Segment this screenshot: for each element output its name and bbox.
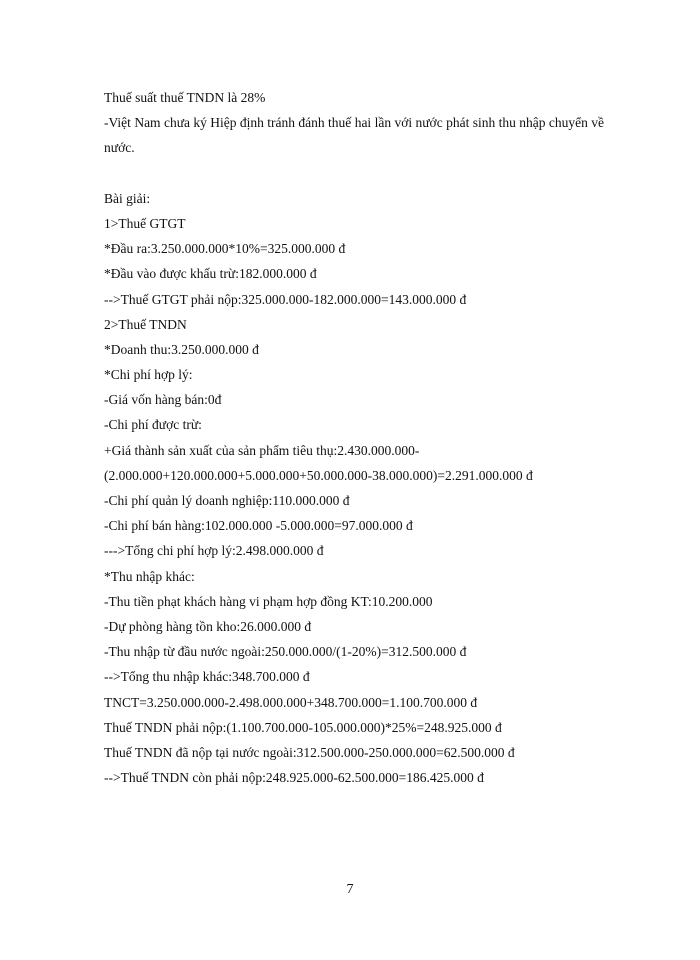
foreign-income-line: -Thu nhập từ đầu nước ngoài:250.000.000/(1-20%)=312.500.000 đ xyxy=(104,644,467,660)
solution-heading: Bài giải: xyxy=(104,190,151,206)
vat-payable-line: -->Thuế GTGT phải nộp:325.000.000-182.000.000=143.000.000 đ xyxy=(104,291,467,307)
production-cost-line: +Giá thành sản xuất của sản phẩm tiêu thụ:2.430.000.000- xyxy=(104,442,420,458)
page-number: 7 xyxy=(346,882,354,897)
other-income-heading: *Thu nhập khác: xyxy=(104,568,195,584)
taxable-income-line: TNCT=3.250.000.000-2.498.000.000+348.700.000=1.100.700.000 đ xyxy=(104,694,478,710)
section-vat-heading: 1>Thuế GTGT xyxy=(104,215,186,231)
output-vat-line: *Đầu ra:3.250.000.000*10%=325.000.000 đ xyxy=(104,241,346,257)
inventory-provision-line: -Dự phòng hàng tồn kho:26.000.000 đ xyxy=(104,618,312,634)
cost-of-goods-line: -Giá vốn hàng bán:0đ xyxy=(104,392,222,408)
tax-rate-line: Thuế suất thuế TNDN là 28% xyxy=(104,90,266,105)
penalty-income-line: -Thu tiền phạt khách hàng vi phạm hợp đồng KT:10.200.000 xyxy=(104,593,433,609)
selling-expense-line: -Chi phí bán hàng:102.000.000 -5.000.000=97.000.000 đ xyxy=(104,518,413,534)
document-body xyxy=(104,85,604,790)
section-cit-heading: 2>Thuế TNDN xyxy=(104,316,187,332)
foreign-tax-paid-line: Thuế TNDN đã nộp tại nước ngoài:312.500.000-250.000.000=62.500.000 đ xyxy=(104,744,515,760)
treaty-note: -Việt Nam chưa ký Hiệp định tránh đánh thuế hai lần với nước phát sinh thu nhập chuyển về nước. xyxy=(104,115,604,156)
production-cost-formula-line: (2.000.000+120.000.000+5.000.000+50.000.000-38.000.000)=2.291.000.000 đ xyxy=(104,467,533,483)
admin-expense-line: -Chi phí quản lý doanh nghiệp:110.000.000 đ xyxy=(104,493,350,509)
input-vat-line: *Đầu vào được khấu trừ:182.000.000 đ xyxy=(104,266,317,282)
total-expense-line: --->Tổng chi phí hợp lý:2.498.000.000 đ xyxy=(104,543,324,559)
deductible-costs-heading: -Chi phí được trừ: xyxy=(104,417,202,433)
cit-remaining-line: -->Thuế TNDN còn phải nộp:248.925.000-62.500.000=186.425.000 đ xyxy=(104,770,484,786)
deductible-expenses-heading: *Chi phí hợp lý: xyxy=(104,367,193,383)
total-other-income-line: -->Tổng thu nhập khác:348.700.000 đ xyxy=(104,669,310,685)
cit-payable-line: Thuế TNDN phải nộp:(1.100.700.000-105.000.000)*25%=248.925.000 đ xyxy=(104,719,502,735)
revenue-line: *Doanh thu:3.250.000.000 đ xyxy=(104,341,259,357)
blank-line xyxy=(104,161,604,186)
